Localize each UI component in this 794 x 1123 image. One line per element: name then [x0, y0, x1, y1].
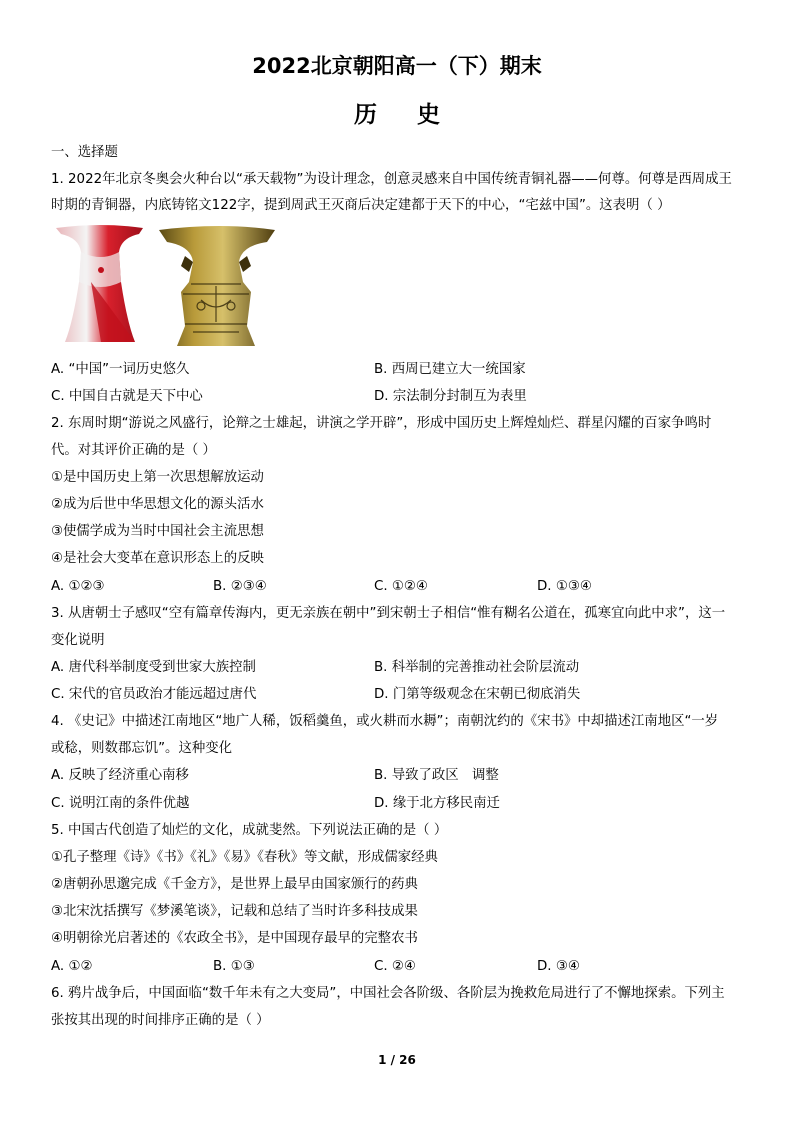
q5-statement-3: ③北宋沈括撰写《梦溪笔谈》，记载和总结了当时许多科技成果	[51, 904, 418, 919]
q5-option-b: B. ①③	[213, 959, 255, 974]
page-number: 1 / 26	[378, 1053, 416, 1067]
q1-stem-line1: 1. 2022年北京冬奥会火种台以“承天载物”为设计理念，创意灵感来自中国传统青铜礼器——何尊。何尊是西周成王	[51, 172, 732, 187]
q1-option-c: C. 中国自古就是天下中心	[51, 389, 203, 404]
q5-stem: 5. 中国古代创造了灿烂的文化，成就斐然。下列说法正确的是（ ）	[51, 823, 448, 838]
q2-option-b: B. ②③④	[213, 579, 267, 594]
q6-stem-line2: 张按其出现的时间排序正确的是（ ）	[51, 1013, 270, 1028]
q2-statement-2: ②成为后世中华思想文化的源头活水	[51, 497, 264, 512]
q1-option-b: B. 西周已建立大一统国家	[374, 362, 526, 377]
q3-option-b: B. 科举制的完善推动社会阶层流动	[374, 660, 580, 675]
q5-statement-4: ④明朝徐光启著述的《农政全书》，是中国现存最早的完整农书	[51, 931, 418, 946]
q1-option-d: D. 宗法制分封制互为表里	[374, 389, 527, 404]
q4-option-c: C. 说明江南的条件优越	[51, 796, 190, 811]
q1-stem-line2: 时期的青铜器，内底铸铭文122字，提到周武王灭商后决定建都于天下的中心，“宅兹中国”。这表明（ ）	[51, 198, 671, 213]
q1-figure-torch-stand-and-he-zun	[51, 222, 281, 350]
q5-option-d: D. ③④	[537, 959, 580, 974]
q3-stem-line1: 3. 从唐朝士子感叹“空有篇章传海内，更无亲族在朝中”到宋朝士子相信“惟有糊名公道在，孤寒宜向此中求”，这一	[51, 606, 726, 621]
q4-stem-line2: 或稔，则数郡忘饥”。这种变化	[51, 741, 233, 756]
q3-option-a: A. 唐代科举制度受到世家大族控制	[51, 660, 256, 675]
q5-option-c: C. ②④	[374, 959, 416, 974]
q5-statement-1: ①孔子整理《诗》《书》《礼》《易》《春秋》等文献，形成儒家经典	[51, 850, 438, 865]
q2-stem-line1: 2. 东周时期“游说之风盛行，论辩之士雄起，讲演之学开辟”，形成中国历史上辉煌灿烂、群星闪耀的百家争鸣时	[51, 416, 712, 431]
torch-stand-image	[56, 225, 143, 342]
q2-statement-4: ④是社会大变革在意识形态上的反映	[51, 551, 264, 566]
subject-title: 历史	[354, 102, 480, 128]
q3-option-d: D. 门第等级观念在宋朝已彻底消失	[374, 687, 581, 702]
q2-statement-1: ①是中国历史上第一次思想解放运动	[51, 470, 264, 485]
q2-statement-3: ③使儒学成为当时中国社会主流思想	[51, 524, 264, 539]
q4-option-d: D. 缘于北方移民南迁	[374, 796, 500, 811]
q4-option-b: B. 导致了政区 调整	[374, 768, 499, 783]
q5-statement-2: ②唐朝孙思邈完成《千金方》，是世界上最早由国家颁行的药典	[51, 877, 418, 892]
q3-option-c: C. 宋代的官员政治才能远超过唐代	[51, 687, 257, 702]
q2-option-d: D. ①③④	[537, 579, 592, 594]
he-zun-bronze-image	[159, 226, 275, 346]
q4-option-a: A. 反映了经济重心南移	[51, 768, 189, 783]
q2-option-c: C. ①②④	[374, 579, 428, 594]
q2-stem-line2: 代。对其评价正确的是（ ）	[51, 443, 216, 458]
q2-option-a: A. ①②③	[51, 579, 105, 594]
q6-stem-line1: 6. 鸦片战争后，中国面临“数千年未有之大变局”，中国社会各阶级、各阶层为挽救危局进行了不懈地探索。下列主	[51, 986, 725, 1001]
document-title: 2022北京朝阳高一（下）期末	[252, 54, 542, 78]
q1-option-a: A. “中国”一词历史悠久	[51, 362, 190, 377]
q4-stem-line1: 4. 《史记》中描述江南地区“地广人稀，饭稻羹鱼，或火耕而水耨”；南朝沈约的《宋书》中却描述江南地区“一岁	[51, 714, 719, 729]
section-heading: 一、选择题	[51, 145, 118, 160]
q5-option-a: A. ①②	[51, 959, 93, 974]
q3-stem-line2: 变化说明	[51, 633, 105, 648]
